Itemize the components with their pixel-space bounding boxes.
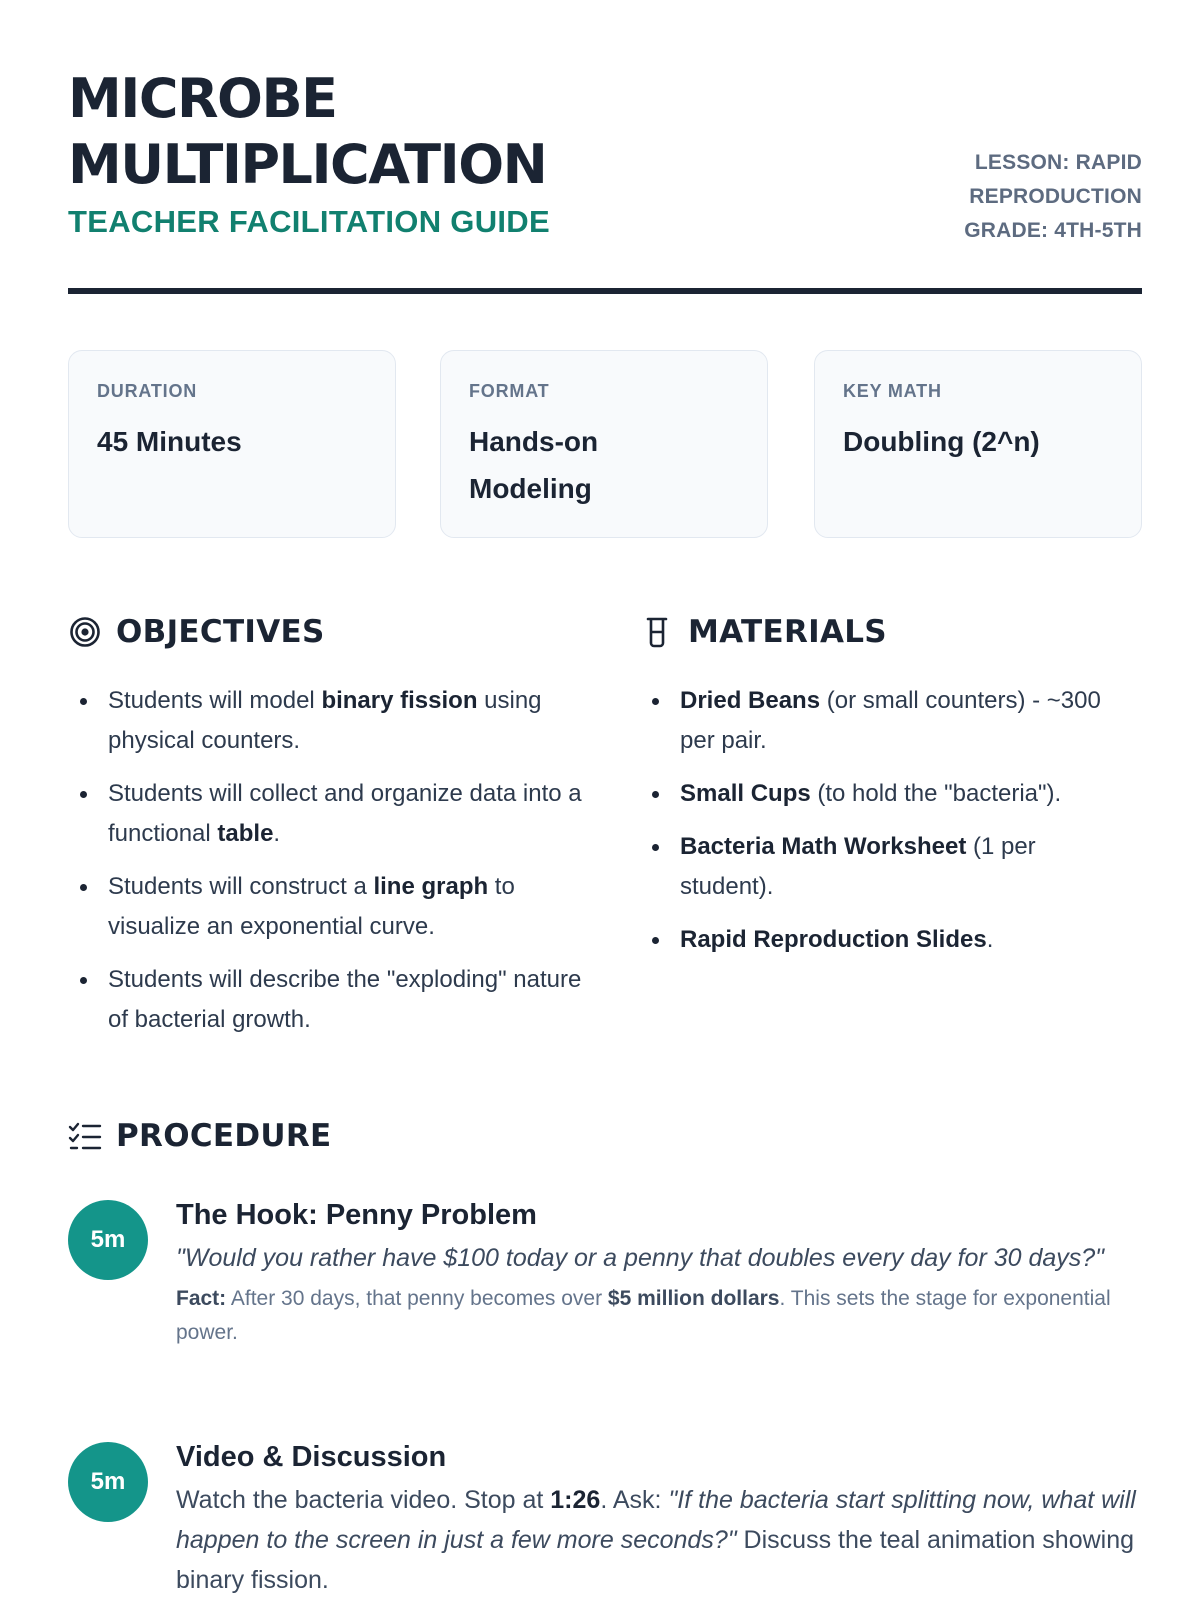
item-text: (to hold the "bacteria"). [810, 780, 1062, 807]
lesson-meta [964, 146, 1142, 248]
title-line-2: MULTIPLICATION [68, 133, 547, 196]
page-title [68, 66, 628, 198]
page-header [68, 66, 1142, 256]
card-value [469, 418, 741, 512]
list-item [640, 681, 1120, 761]
fact-text: After 30 days, that penny becomes over [226, 1287, 608, 1310]
step-text-part: Watch the bacteria video. Stop at [176, 1486, 551, 1514]
format-card [440, 350, 768, 538]
title-line-1: MICROBE [68, 67, 337, 130]
step-text [176, 1480, 1136, 1600]
item-text: Students will collect and organize data into a functional [108, 780, 582, 847]
card-value: Doubling (2^n) [843, 426, 1040, 457]
grade-label: GRADE: 4TH-5TH [964, 219, 1142, 242]
header-divider [68, 288, 1142, 294]
list-item [68, 681, 588, 761]
fact-bold: $5 million dollars [607, 1287, 780, 1310]
page-subtitle: TEACHER FACILITATION GUIDE [68, 204, 550, 239]
list-item [640, 774, 1120, 814]
key-math-card [814, 350, 1142, 538]
procedure-heading [68, 1118, 332, 1154]
item-bold: Dried Beans [680, 687, 821, 714]
card-value-line-1: Hands-on [469, 426, 599, 457]
card-value: 45 Minutes [97, 426, 242, 457]
objectives-heading [68, 614, 325, 650]
step-timestamp: 1:26 [550, 1486, 601, 1514]
info-cards [68, 350, 1142, 540]
list-item [68, 960, 588, 1040]
item-text: Students will describe the "exploding" nature of bacterial growth. [108, 966, 582, 1033]
step-text-part: . Ask: [600, 1486, 669, 1514]
objectives-list [68, 681, 588, 1053]
item-bold: table [217, 820, 274, 847]
card-label: KEY MATH [843, 381, 942, 401]
item-bold: Rapid Reproduction Slides [680, 926, 987, 953]
card-label: DURATION [97, 381, 198, 401]
item-text: to visualize an exponential curve. [108, 873, 515, 940]
procedure-title: PROCEDURE [116, 1118, 332, 1154]
step-question: "If the bacteria start splitting now, what will happen to the screen in just a few more seconds?" [176, 1486, 1136, 1554]
item-bold: line graph [373, 873, 489, 900]
step-body [176, 1196, 1136, 1350]
step-fact [176, 1282, 1136, 1350]
duration-card [68, 350, 396, 538]
item-text: Students will construct a [108, 873, 374, 900]
target-icon [68, 615, 102, 649]
list-item [640, 920, 1120, 960]
list-item [640, 827, 1120, 907]
item-text: . [273, 820, 281, 847]
list-item [68, 774, 588, 854]
item-text: (or small counters) - ~300 per pair. [680, 687, 1101, 754]
item-text: using physical counters. [108, 687, 542, 754]
item-bold: Bacteria Math Worksheet [680, 833, 967, 860]
objectives-title: OBJECTIVES [116, 614, 325, 650]
item-bold: binary fission [321, 687, 478, 714]
checklist-icon [68, 1119, 102, 1153]
step-text-part: Discuss the teal animation showing binary fission. [176, 1526, 1135, 1594]
item-bold: Small Cups [680, 780, 811, 807]
beaker-icon [640, 615, 674, 649]
item-text: (1 per student). [680, 833, 1036, 900]
materials-heading [640, 614, 887, 650]
fact-text: . This sets the stage for exponential power. [176, 1287, 1111, 1344]
card-label: FORMAT [469, 381, 550, 401]
step-title: Video & Discussion [176, 1441, 447, 1473]
time-badge: 5m [68, 1200, 148, 1280]
materials-list [640, 681, 1120, 973]
lesson-line-2: REPRODUCTION [969, 185, 1142, 208]
step-body [176, 1438, 1136, 1600]
step-quote: "Would you rather have $100 today or a penny that doubles every day for 30 days?" [176, 1244, 1105, 1272]
materials-title: MATERIALS [688, 614, 887, 650]
item-text: Students will model [108, 687, 322, 714]
card-value-line-2: Modeling [469, 473, 592, 504]
item-text: . [986, 926, 994, 953]
fact-label: Fact: [176, 1287, 227, 1310]
step-title: The Hook: Penny Problem [176, 1199, 537, 1231]
time-badge: 5m [68, 1442, 148, 1522]
list-item [68, 867, 588, 947]
lesson-line-1: LESSON: RAPID [974, 151, 1142, 174]
